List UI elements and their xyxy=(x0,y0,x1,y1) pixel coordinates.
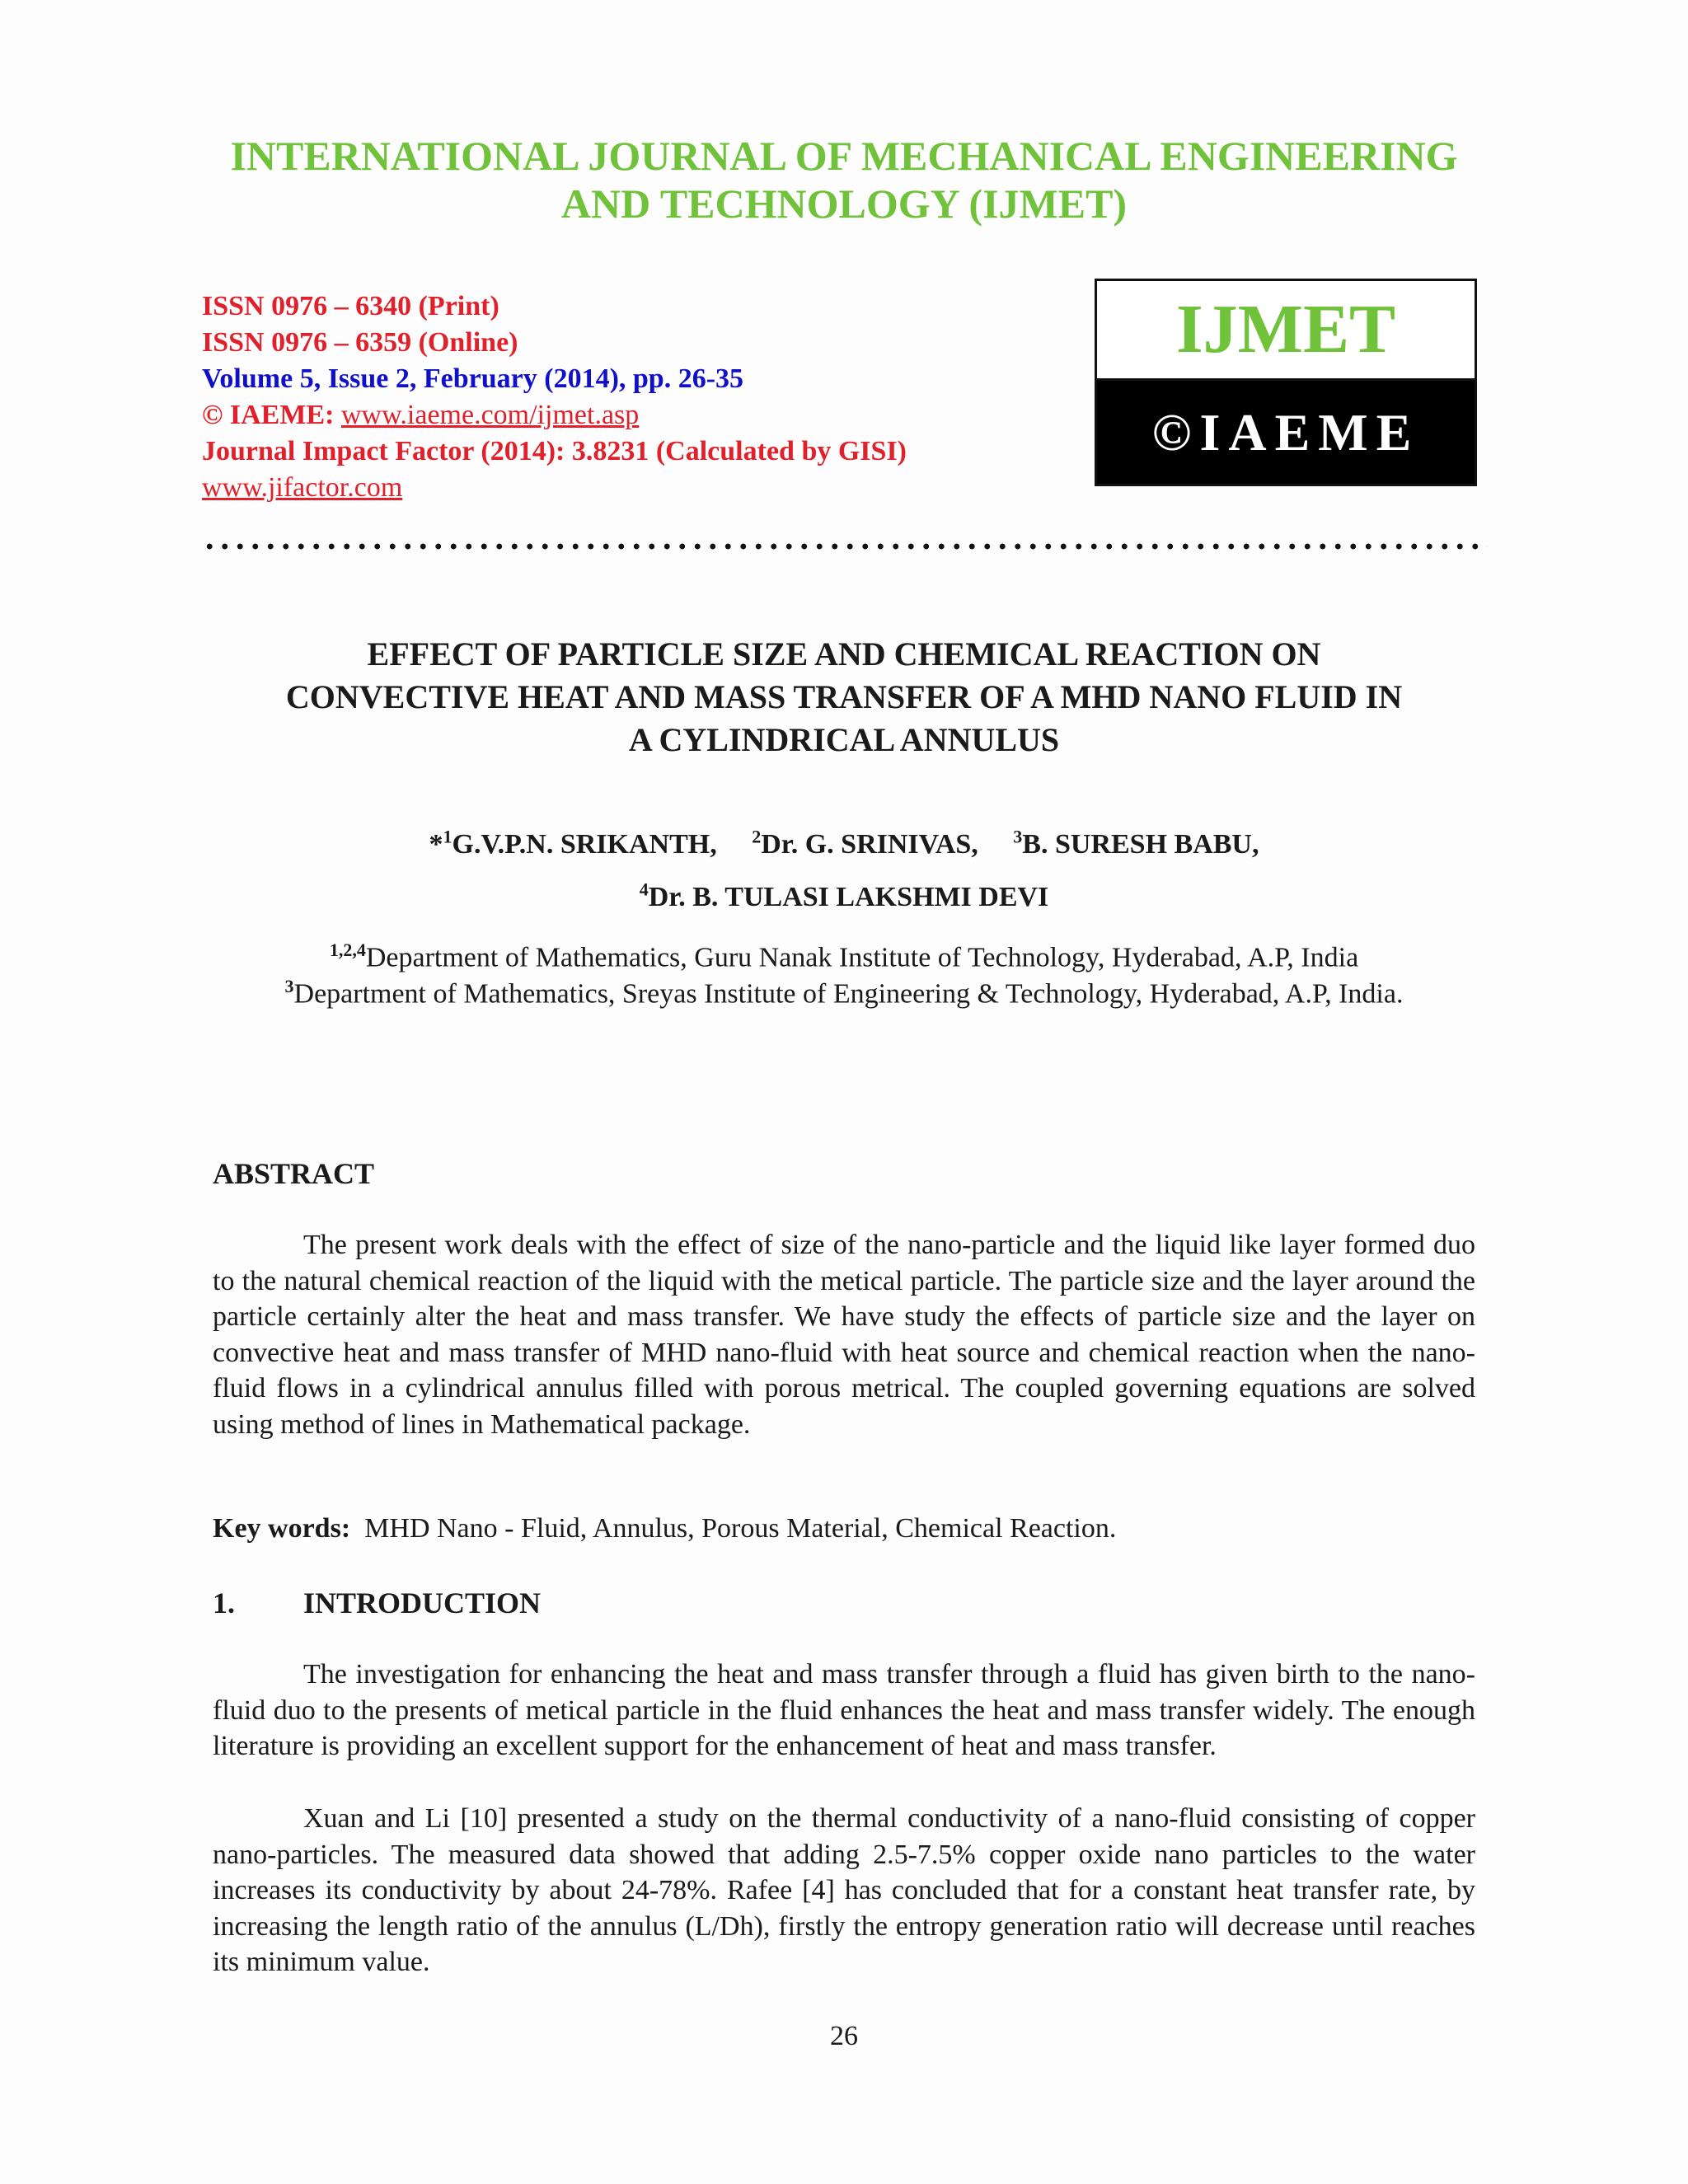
iaeme-link[interactable]: www.iaeme.com/ijmet.asp xyxy=(340,400,640,430)
affiliation-2: $^3$Department of Mathematics, Sreyas Institute of Engineering & Technology, Hyderabad, A.P, India. xyxy=(284,976,1404,1010)
keywords xyxy=(213,1513,1116,1544)
section-number: 1. xyxy=(213,1586,235,1619)
keywords-text: MHD Nano - Fluid, Annulus, Porous Material, Chemical Reaction. xyxy=(364,1513,1117,1544)
iaeme-label: © IAEME: xyxy=(202,400,341,430)
author-4: $^4$Dr. B. TULASI LAKSHMI DEVI xyxy=(639,879,1049,913)
dotted-divider xyxy=(202,542,1488,551)
authors-line2 xyxy=(0,879,1688,913)
paper-title-line1: EFFECT OF PARTICLE SIZE AND CHEMICAL REACTION ON xyxy=(367,635,1321,673)
authors-line1 xyxy=(0,827,1688,860)
ijmet-logo xyxy=(1095,279,1477,486)
section-heading: INTRODUCTION xyxy=(303,1586,542,1619)
intro-paragraph-1: The investigation for enhancing the heat and mass transfer through a fluid has given birth to the nano-fluid duo to the presents of metical particle in the fluid enhances the heat and mass transfer widely. The enough literature is providing an excellent support for the enhancement of heat and mass transfer. xyxy=(213,1659,1475,1761)
impact-factor: Journal Impact Factor (2014): 3.8231 (Calculated by GISI) xyxy=(202,436,907,466)
keywords-label: Key words: xyxy=(213,1513,351,1544)
affiliation-1: $^{1,2,4}$Department of Mathematics, Guru Nanak Institute of Technology, Hyderabad, A.P, India xyxy=(329,940,1359,973)
issn-online: ISSN 0976 – 6359 (Online) xyxy=(202,327,518,358)
author-3: $^3$B. SURESH BABU, xyxy=(1013,827,1259,860)
author-2: $^2$Dr. G. SRINIVAS, xyxy=(752,827,978,860)
journal-title-line1: INTERNATIONAL JOURNAL OF MECHANICAL ENGINEERING xyxy=(230,133,1458,179)
iaeme-line xyxy=(202,397,907,434)
paper-title-line3: A CYLINDRICAL ANNULUS xyxy=(628,721,1060,758)
paper-title-line2: CONVECTIVE HEAT AND MASS TRANSFER OF A MHD NANO FLUID IN xyxy=(285,678,1403,715)
logo-ijmet-text: IJMET xyxy=(1097,281,1475,381)
issn-print: ISSN 0976 – 6340 (Print) xyxy=(202,291,499,321)
jifactor-link[interactable]: www.jifactor.com xyxy=(202,472,403,503)
author-1: *$^1$G.V.P.N. SRIKANTH, xyxy=(429,827,717,860)
paper-title xyxy=(165,633,1523,762)
abstract-text: The present work deals with the effect of size of the nano-particle and the liquid like layer formed duo to the natural chemical reaction of the liquid with the metical particle. The particle size and the layer around the particle certainly alter the heat and mass transfer. We have study the effects of particle size and the layer on convective heat and mass transfer of MHD nano-fluid with heat source and chemical reaction when the nano-fluid flows in a cylindrical annulus filled with porous metrical. The coupled governing equations are solved using method of lines in Mathematical package. xyxy=(213,1230,1475,1440)
intro-paragraph-2: Xuan and Li [10] presented a study on the thermal conductivity of a nano-fluid consisting of copper nano-particles. The measured data showed that adding 2.5-7.5% copper oxide nano particles to the water increases its conductivity by about 24-78%. Rafee [4] has concluded that for a constant heat transfer rate, by increasing the length ratio of the annulus (L/Dh), firstly the entropy generation ratio will decrease until reaches its minimum value. xyxy=(213,1803,1475,1977)
journal-meta xyxy=(202,288,907,506)
journal-title-line2: AND TECHNOLOGY (IJMET) xyxy=(560,180,1128,227)
logo-iaeme-text: ©IAEME xyxy=(1097,381,1475,484)
journal-title xyxy=(0,132,1688,227)
abstract-heading: ABSTRACT xyxy=(213,1157,375,1190)
page-number: 26 xyxy=(830,2021,858,2051)
volume-info: Volume 5, Issue 2, February (2014), pp. 26-35 xyxy=(202,363,744,394)
